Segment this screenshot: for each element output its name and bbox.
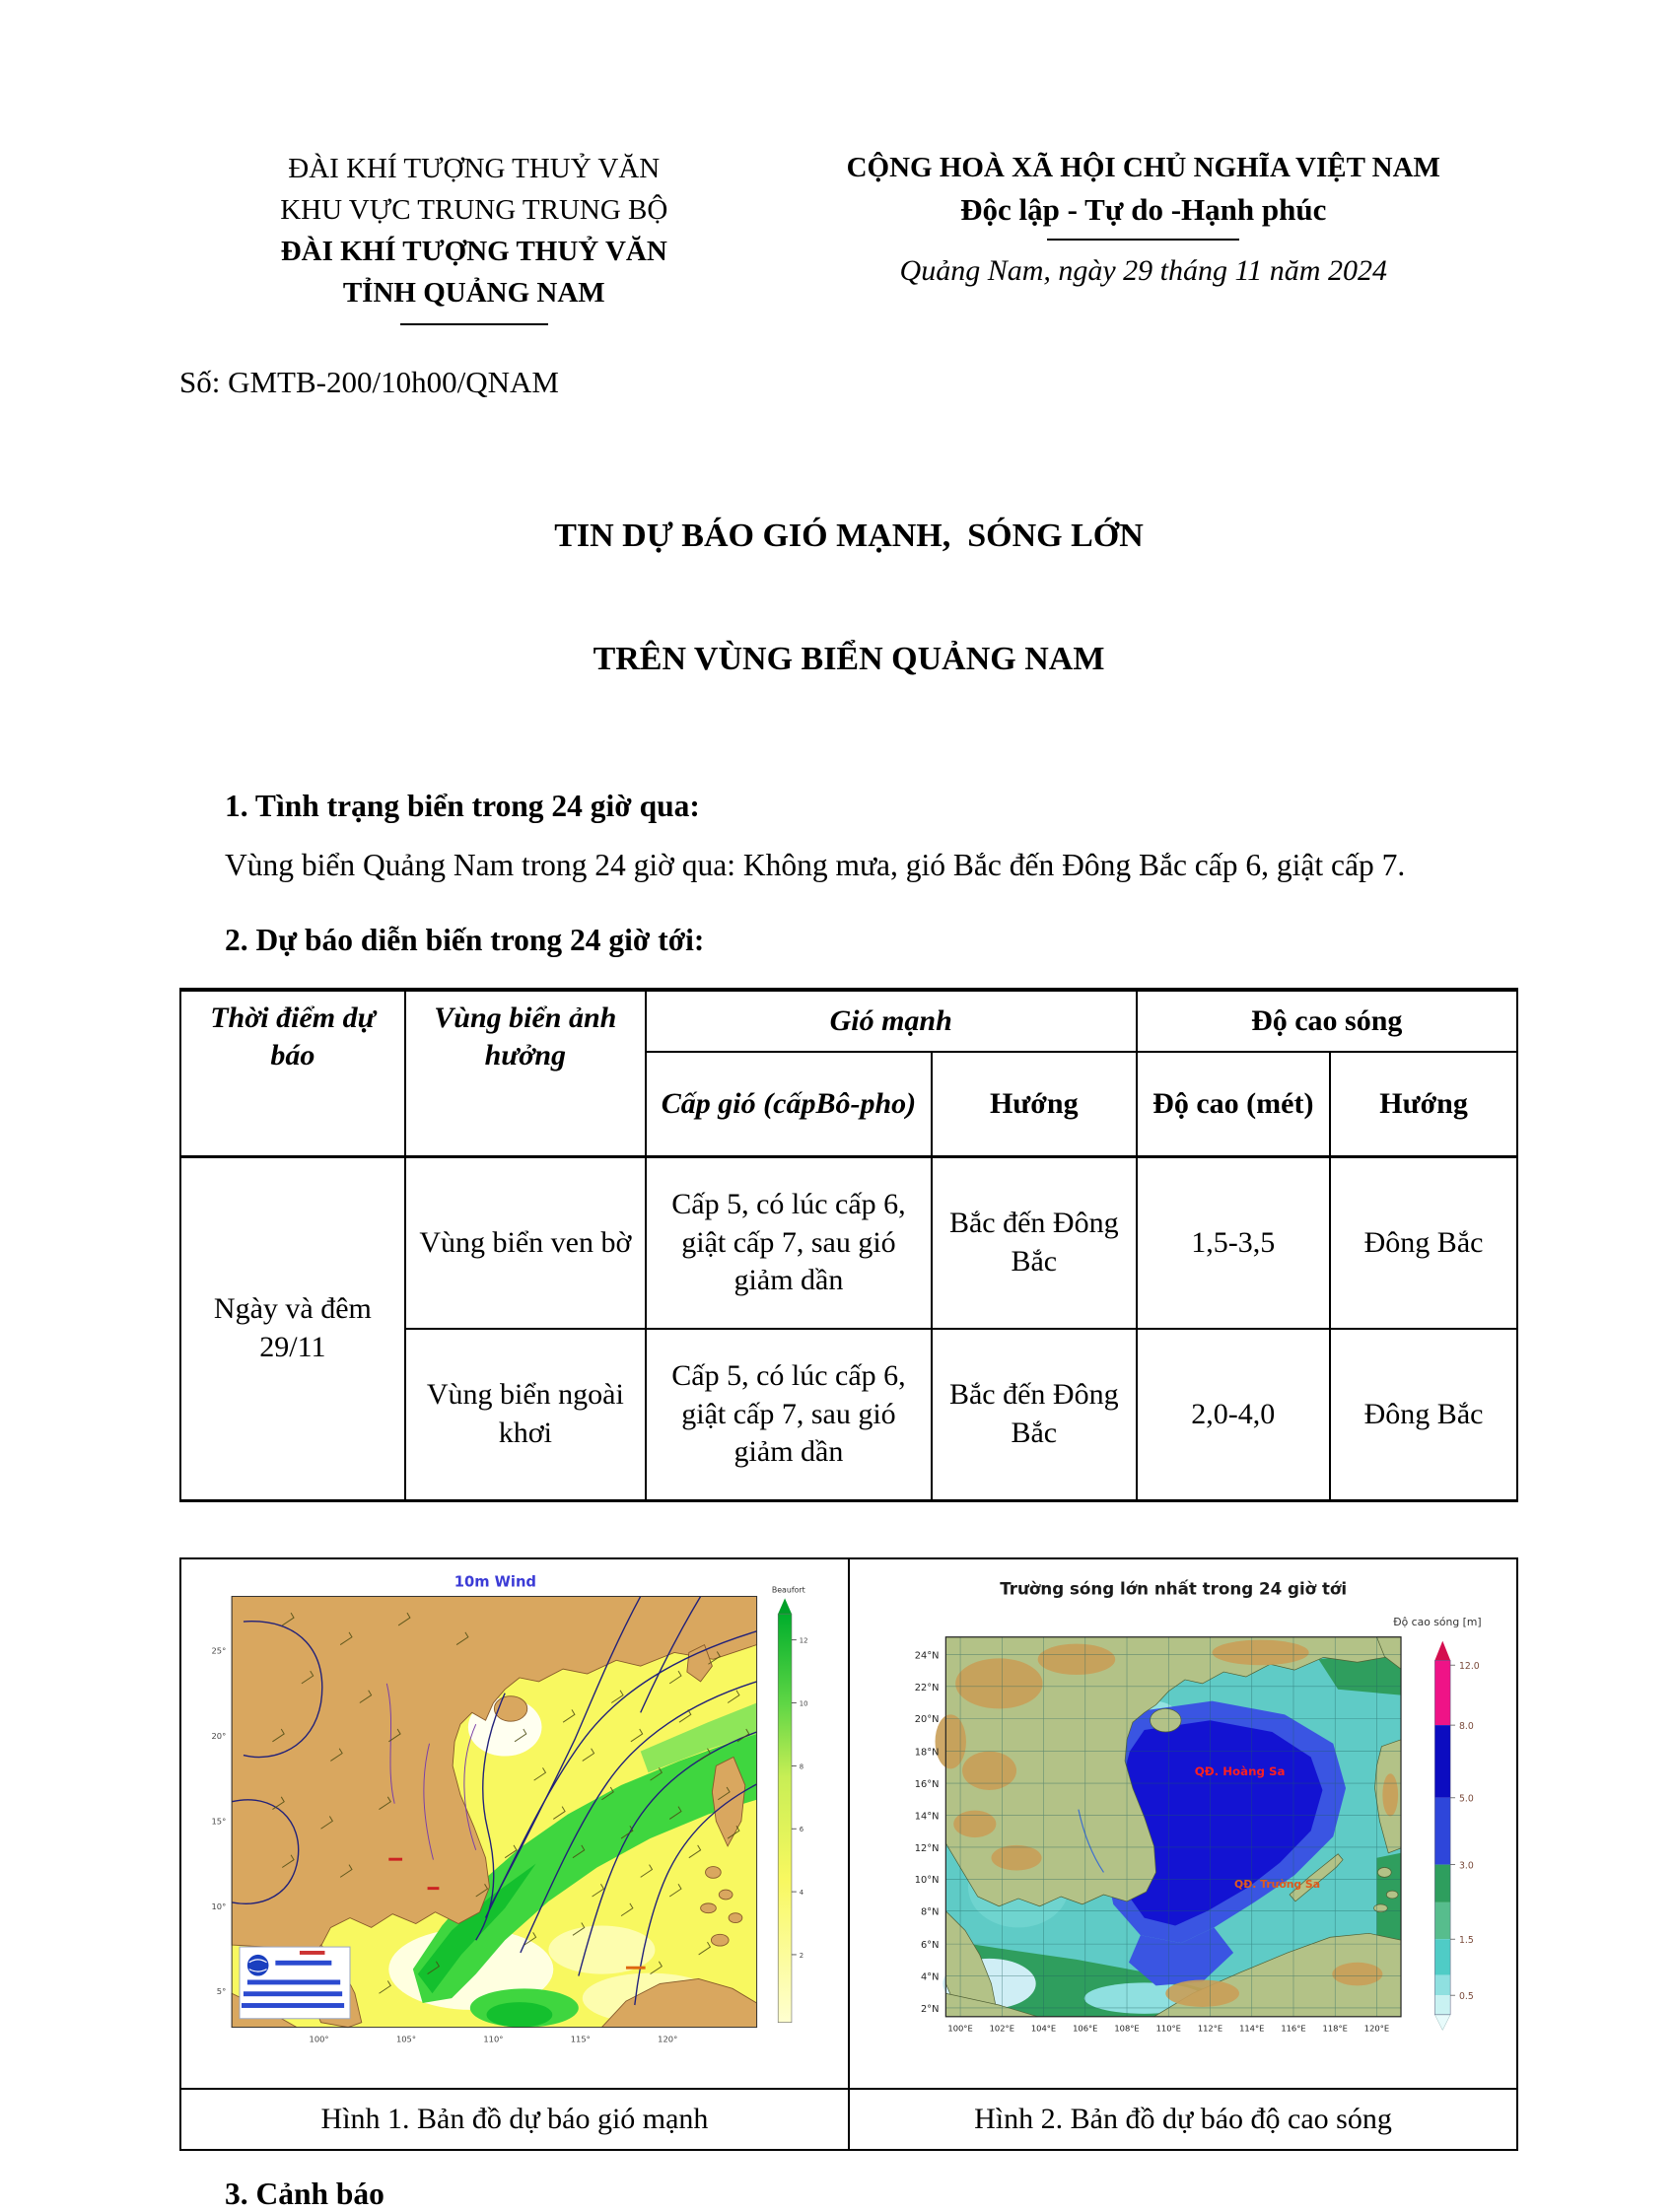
svg-text:10: 10 <box>799 1699 808 1708</box>
cell-wind-dir-coastal: Bắc đến Đông Bắc <box>932 1156 1136 1329</box>
header-cell-area: Vùng biển ảnh hưởng <box>405 990 646 1157</box>
section1-paragraph: Vùng biển Quảng Nam trong 24 giờ qua: Không mưa, gió Bắc đến Đông Bắc cấp 6, giật cấp 7. <box>225 847 1406 882</box>
fig2-hoang-sa-label: QĐ. Hoàng Sa <box>1194 1763 1286 1778</box>
svg-text:3.0: 3.0 <box>1458 1860 1474 1872</box>
fig2-colorbar-label: Độ cao sóng [m] <box>1393 1615 1482 1628</box>
svg-text:0.5: 0.5 <box>1458 1990 1474 2002</box>
svg-text:8.0: 8.0 <box>1458 1720 1474 1732</box>
fig2-lon-axis <box>947 2023 1389 2033</box>
cell-forecast-time: Ngày và đêm 29/11 <box>180 1156 405 1500</box>
wind-map-image <box>185 1567 844 2081</box>
header-cell-wind-dir: Hướng <box>932 1052 1136 1157</box>
section2-heading: 2. Dự báo diễn biến trong 24 giờ tới: <box>225 922 705 957</box>
svg-text:25°: 25° <box>211 1645 227 1656</box>
figure2-cell <box>849 1558 1517 2090</box>
svg-text:120°E: 120°E <box>1363 2023 1390 2034</box>
svg-text:2: 2 <box>799 1951 804 1960</box>
header-cell-time: Thời điểm dự báo <box>180 990 405 1157</box>
svg-text:105°: 105° <box>395 2034 417 2044</box>
svg-text:106°E: 106°E <box>1073 2023 1098 2034</box>
svg-text:12: 12 <box>799 1636 808 1645</box>
cell-wind-dir-offshore: Bắc đến Đông Bắc <box>932 1329 1136 1501</box>
svg-text:14°N: 14°N <box>914 1811 940 1823</box>
svg-text:110°: 110° <box>483 2034 504 2044</box>
svg-text:6°N: 6°N <box>920 1939 940 1951</box>
table-row <box>180 1156 1517 1329</box>
svg-text:10°: 10° <box>211 1901 227 1911</box>
fig2-map-title: Trường sóng lớn nhất trong 24 giờ tới <box>1000 1579 1348 1599</box>
document-header <box>179 148 1518 325</box>
svg-text:116°E: 116°E <box>1281 2023 1306 2034</box>
svg-text:115°: 115° <box>570 2034 591 2044</box>
svg-text:24°N: 24°N <box>914 1650 940 1662</box>
agency-line-2: KHU VỰC TRUNG TRUNG BỘ <box>280 194 668 227</box>
title-line-2: TRÊN VÙNG BIỂN QUẢNG NAM <box>593 640 1105 677</box>
nation-line: CỘNG HOÀ XÃ HỘI CHỦ NGHĨA VIỆT NAM <box>846 152 1440 183</box>
svg-text:100°: 100° <box>309 2034 329 2044</box>
svg-text:16°N: 16°N <box>914 1778 940 1790</box>
svg-text:1.5: 1.5 <box>1458 1934 1474 1946</box>
figure1-caption: Hình 1. Bản đồ dự báo gió mạnh <box>180 2089 849 2150</box>
section3-heading: 3. Cảnh báo <box>225 2177 384 2212</box>
fig1-colorbar-label: Beaufort <box>771 1585 805 1595</box>
cell-wind-level-coastal: Cấp 5, có lúc cấp 6, giật cấp 7, sau gió giảm dần <box>646 1156 932 1329</box>
svg-text:5°: 5° <box>216 1985 227 1996</box>
section1-heading: 1. Tình trạng biển trong 24 giờ qua: <box>225 788 700 823</box>
svg-text:8°N: 8°N <box>920 1906 940 1918</box>
agency-line-1: ĐÀI KHÍ TƯỢNG THUỶ VĂN <box>288 153 661 184</box>
fig1-logo-globe-icon <box>247 1955 269 1976</box>
cell-wind-level-offshore: Cấp 5, có lúc cấp 6, giật cấp 7, sau gió giảm dần <box>646 1329 932 1501</box>
cell-wave-dir-coastal: Đông Bắc <box>1330 1156 1517 1329</box>
wave-map-image <box>854 1567 1512 2081</box>
svg-text:4°N: 4°N <box>920 1971 940 1983</box>
forecast-table <box>179 988 1518 1502</box>
cell-area-offshore: Vùng biển ngoài khơi <box>405 1329 646 1501</box>
national-motto-block <box>769 148 1518 325</box>
fig1-map-title: 10m Wind <box>454 1573 536 1591</box>
figure2-caption: Hình 2. Bản đồ dự báo độ cao sóng <box>849 2089 1517 2150</box>
svg-text:8: 8 <box>799 1763 804 1771</box>
header-group-wind: Gió mạnh <box>646 990 1137 1052</box>
svg-text:20°N: 20°N <box>914 1713 940 1725</box>
cell-wave-height-coastal: 1,5-3,5 <box>1137 1156 1331 1329</box>
svg-text:110°E: 110°E <box>1155 2023 1181 2034</box>
svg-text:10°N: 10°N <box>914 1875 940 1887</box>
svg-text:112°E: 112°E <box>1197 2023 1223 2034</box>
header-group-wave: Độ cao sóng <box>1137 990 1518 1052</box>
motto-divider-rule <box>1047 239 1239 241</box>
svg-text:12.0: 12.0 <box>1458 1660 1480 1672</box>
svg-text:20°: 20° <box>211 1730 227 1741</box>
agency-line-3: ĐÀI KHÍ TƯỢNG THUỶ VĂN <box>280 236 667 268</box>
svg-text:15°: 15° <box>211 1816 227 1827</box>
svg-text:4: 4 <box>799 1888 804 1897</box>
title-line-1: TIN DỰ BÁO GIÓ MẠNH, SÓNG LỚN <box>554 518 1144 555</box>
svg-text:6: 6 <box>799 1825 804 1833</box>
motto-line: Độc lập - Tự do -Hạnh phúc <box>960 191 1327 227</box>
header-cell-wave-height: Độ cao (mét) <box>1137 1052 1331 1157</box>
place-date-line: Quảng Nam, ngày 29 tháng 11 năm 2024 <box>899 253 1387 287</box>
figure1-cell <box>180 1558 849 2090</box>
svg-text:104°E: 104°E <box>1030 2023 1057 2034</box>
agency-line-4: TỈNH QUẢNG NAM <box>342 277 605 310</box>
agency-divider-rule <box>400 323 548 325</box>
fig1-logo-box <box>240 1947 350 2019</box>
document-title <box>179 434 1518 761</box>
cell-area-coastal: Vùng biển ven bờ <box>405 1156 646 1329</box>
svg-text:12°N: 12°N <box>914 1842 940 1854</box>
document-content <box>179 148 1518 2212</box>
cell-wave-height-offshore: 2,0-4,0 <box>1137 1329 1331 1501</box>
svg-text:18°N: 18°N <box>914 1747 940 1759</box>
svg-text:2°N: 2°N <box>920 2003 940 2015</box>
svg-text:100°E: 100°E <box>947 2023 973 2034</box>
svg-text:118°E: 118°E <box>1322 2023 1348 2034</box>
svg-text:5.0: 5.0 <box>1458 1793 1474 1805</box>
header-cell-wave-dir: Hướng <box>1330 1052 1517 1157</box>
svg-text:120°: 120° <box>658 2034 678 2044</box>
svg-text:22°N: 22°N <box>914 1682 940 1694</box>
figures-table <box>179 1557 1518 2152</box>
svg-text:114°E: 114°E <box>1239 2023 1265 2034</box>
cell-wave-dir-offshore: Đông Bắc <box>1330 1329 1517 1501</box>
issuing-agency-block <box>179 148 769 325</box>
svg-text:108°E: 108°E <box>1114 2023 1140 2034</box>
document-number: Số: GMTB-200/10h00/QNAM <box>179 365 559 400</box>
header-cell-wind-level: Cấp gió (cấpBô-pho) <box>646 1052 932 1157</box>
fig2-truong-sa-label: QĐ. Trường Sa <box>1234 1877 1321 1891</box>
svg-text:102°E: 102°E <box>989 2023 1014 2034</box>
